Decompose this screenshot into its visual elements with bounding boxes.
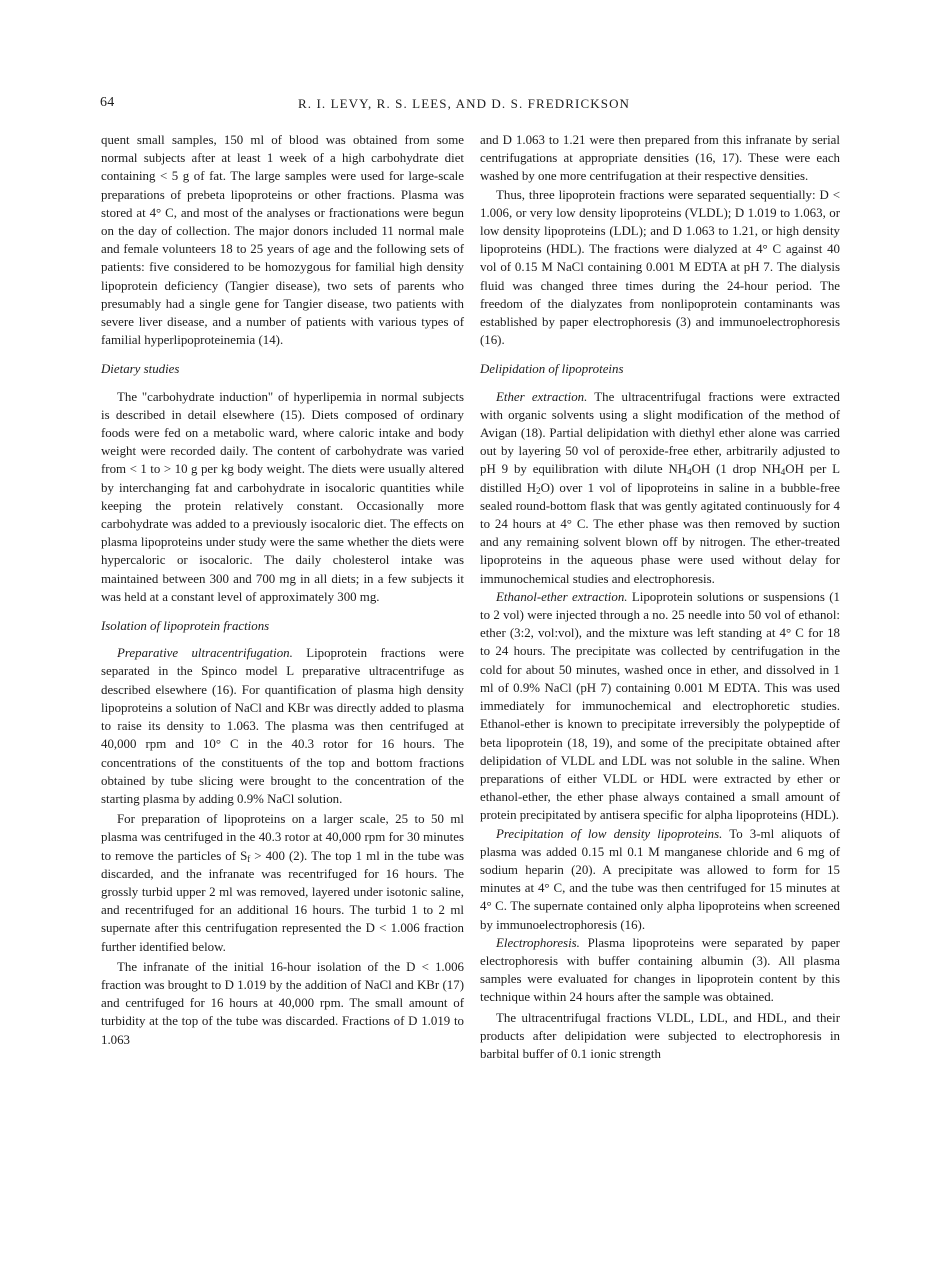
paragraph-infranate: The infranate of the initial 16-hour isolation of the D < 1.006 fraction was brought to D 1.019 by the addition of NaCl and KBr (17) and centrifuged for 16 hours at 40,000 rpm. The small amount of turbidity at the top of the tube was discarded. Fractions of D 1.019 to 1.063 (101, 959, 464, 1047)
section-heading-isolation: Isolation of lipoprotein fractions (101, 619, 270, 634)
subscript: f (247, 853, 251, 864)
paragraph-ultracentrifugal-fractions: The ultracentrifugal fractions VLDL, LDL, and HDL, and their products after delipidation were subjected to electrophoresis in barbital buffer of 0.1 ionic strength (480, 1010, 840, 1061)
paragraph-text: Lipoprotein fractions were separated in the Spinco model L preparative ultracentrifuge as described elsewhere (16). For quantification of plasma high density lipoproteins a solution of NaCl and KBr was directly added to plasma to raise its density to 1.063. The plasma was then centrifuged at 40,000 rpm and 10° C in the 40.3 rotor for 16 hours. The concentrations of the constituents of the top and bottom fractions obtained by tube slicing were brought to the concentration of the starting plasma by adding 0.9% NaCl solution. (101, 646, 464, 806)
right-column (480, 131, 840, 1063)
paragraph-continued: and D 1.063 to 1.21 were then prepared from this infranate by serial centrifugations at appropriate densities (16, 17). These were each washed by one more centrifugation at their respective densities. (480, 133, 840, 184)
run-in-heading-preparative: Preparative ultracentrifugation. (117, 646, 293, 661)
page-number: 64 (100, 95, 115, 110)
paragraph-electrophoresis (480, 934, 840, 1007)
run-in-heading-ethanol-ether: Ethanol-ether extraction. (496, 589, 628, 604)
paragraph-text: > 400 (2). The top 1 ml in the tube was discarded, and the infranate was recentrifuged for 16 hours. The grossly turbid upper 2 ml was removed, layered under isotonic saline, and recentrifuged for an additional 16 hours. The turbid 1 to 2 ml supernate after this centrifugation represented the D < 1.006 fraction further identified below. (101, 848, 464, 954)
left-column (101, 131, 464, 1049)
paragraph-text: OH per L distilled H (480, 462, 840, 495)
run-in-heading-electrophoresis: Electrophoresis. (496, 935, 580, 950)
subscript: 2 (536, 485, 541, 496)
paragraph-ethanol-ether (480, 588, 840, 825)
paragraph-preparative-ultracentrifugation (101, 644, 464, 808)
paragraph-text: To 3-ml aliquots of plasma was added 0.15 ml 0.1 M manganese chloride and 6 mg of sodium heparin (20). A precipitate was allowed to form for 15 minutes at 4° C, and the tube was then centrifuged for 15 minutes at 4° C. The supernate contained only alpha lipoproteins when screened by immunoelectrophoresis (16). (480, 826, 840, 932)
section-heading-delipidation: Delipidation of lipoproteins (480, 362, 624, 377)
section-heading-dietary-studies: Dietary studies (101, 362, 180, 377)
paragraph-intro-continued: quent small samples, 150 ml of blood was obtained from some normal subjects after at least 1 week of a high carbohydrate diet containing < 5 g of fat. The large samples were used for large-scale preparations of prebeta lipoproteins or other fractions. Plasma was stored at 4° C, and most of the analyses or fractionations were begun on the day of collection. The major donors included 11 normal male and female volunteers 18 to 25 years of age and the following sets of patients: five considered to be homozygous for familial high density lipoprotein deficiency (Tangier disease), two sets of parents who presumably had a single gene for Tangier disease, two patients with severe liver disease, and a number of patients with various types of familial hyperlipoproteinemia (14). (101, 133, 464, 348)
paragraph-text: Lipoprotein solutions or suspensions (1 to 2 vol) were injected through a no. 25 needle into 50 vol of ethanol: ether (3:2, vol:vol), and the mixture was left standing at 4° C for 18 to 24 hours. The precipitate was collected by centrifugation in the cold for about 50 minutes, washed once in ether, and dissolved in 1 ml of 0.9% NaCl (pH 7) containing 0.001 M EDTA. This was used immediately for immunochemical and electrophoretic studies. Ethanol-ether is known to precipitate irreversibly the polypeptide of beta lipoprotein (18, 19), and some of the precipitate obtained after delipidation of VLDL and LDL was not soluble in the saline. When preparations of either VLDL or HDL were extracted by ether or ethanol-ether, the ether phase always contained a small amount of protein precipitated by antisera specific for alpha lipoproteins (HDL). (480, 589, 840, 823)
paragraph-precipitation (480, 825, 840, 934)
running-head: R. I. LEVY, R. S. LEES, AND D. S. FREDRICKSON (298, 96, 631, 111)
paragraph-text: OH (1 drop NH (691, 462, 781, 477)
paragraph-text: O) over 1 vol of lipoproteins in saline in a bubble-free sealed round-bottom flask that was gently agitated continuously for 4 to 24 hours at 4° C. The ether phase was then removed by suction and any remaining solvent blown off by nitrogen. The ether-treated lipoproteins in the aqueous phase were used without delay for immunochemical studies and electrophoresis. (480, 480, 840, 586)
paragraph-text: Plasma lipoproteins were separated by paper electrophoresis with buffer containing albumin (3). All plasma samples were evaluated for changes in lipoprotein content by this technique within 24 hours after the sample was obtained. (480, 935, 840, 1005)
paragraph-larger-scale (101, 810, 464, 956)
paragraph-three-fractions: Thus, three lipoprotein fractions were separated sequentially: D < 1.006, or very low density lipoproteins (VLDL); D 1.019 to 1.063, or low density lipoproteins (LDL); and D 1.063 to 1.21, or high density lipoproteins (HDL). The fractions were dialyzed at 4° C against 40 vol of 0.15 M NaCl containing 0.001 M EDTA at pH 7. The dialysis fluid was changed three times during the 24-hour period. The freedom of the dialyzates from nonlipoprotein contaminants was established by paper electrophoresis (3) and immunoelectrophoresis (16). (480, 187, 840, 348)
run-in-heading-precipitation: Precipitation of low density lipoproteins. (496, 826, 723, 841)
paragraph-text: For preparation of lipoproteins on a larger scale, 25 to 50 ml plasma was centrifuged in the 40.3 rotor at 40,000 rpm for 30 minutes to remove the particles of S (101, 812, 464, 863)
subscript: 4 (687, 467, 692, 478)
paragraph-ether-extraction (480, 388, 840, 588)
subscript: 4 (780, 467, 786, 478)
run-in-heading-ether: Ether extraction. (496, 389, 588, 404)
paragraph-dietary: The "carbohydrate induction" of hyperlipemia in normal subjects is described in detail elsewhere (15). Diets composed of ordinary foods were fed on a metabolic ward, where caloric intake and body weight were recorded daily. The content of carbohydrate was varied from < 1 to > 10 g per kg body weight. The diets were usually altered by interchanging fat and carbohydrate in isocaloric quantities while keeping the protein relatively constant. Occasionally more carbohydrate was added to a previously isocaloric diet. The effects on plasma lipoproteins under study were the same whether the diets were hypercaloric or isocaloric. The daily cholesterol intake was maintained between 300 and 700 mg in all diets; in a few subjects it was held at a constant level of approximately 300 mg. (101, 389, 464, 604)
paragraph-text: The ultracentrifugal fractions were extracted with organic solvents using a slight modification of the method of Avigan (18). Partial delipidation with diethyl ether alone was carried out by layering 50 vol of peroxide-free ether, arbitrarily adjusted to pH 9 by equilibration with dilute NH (480, 389, 840, 477)
